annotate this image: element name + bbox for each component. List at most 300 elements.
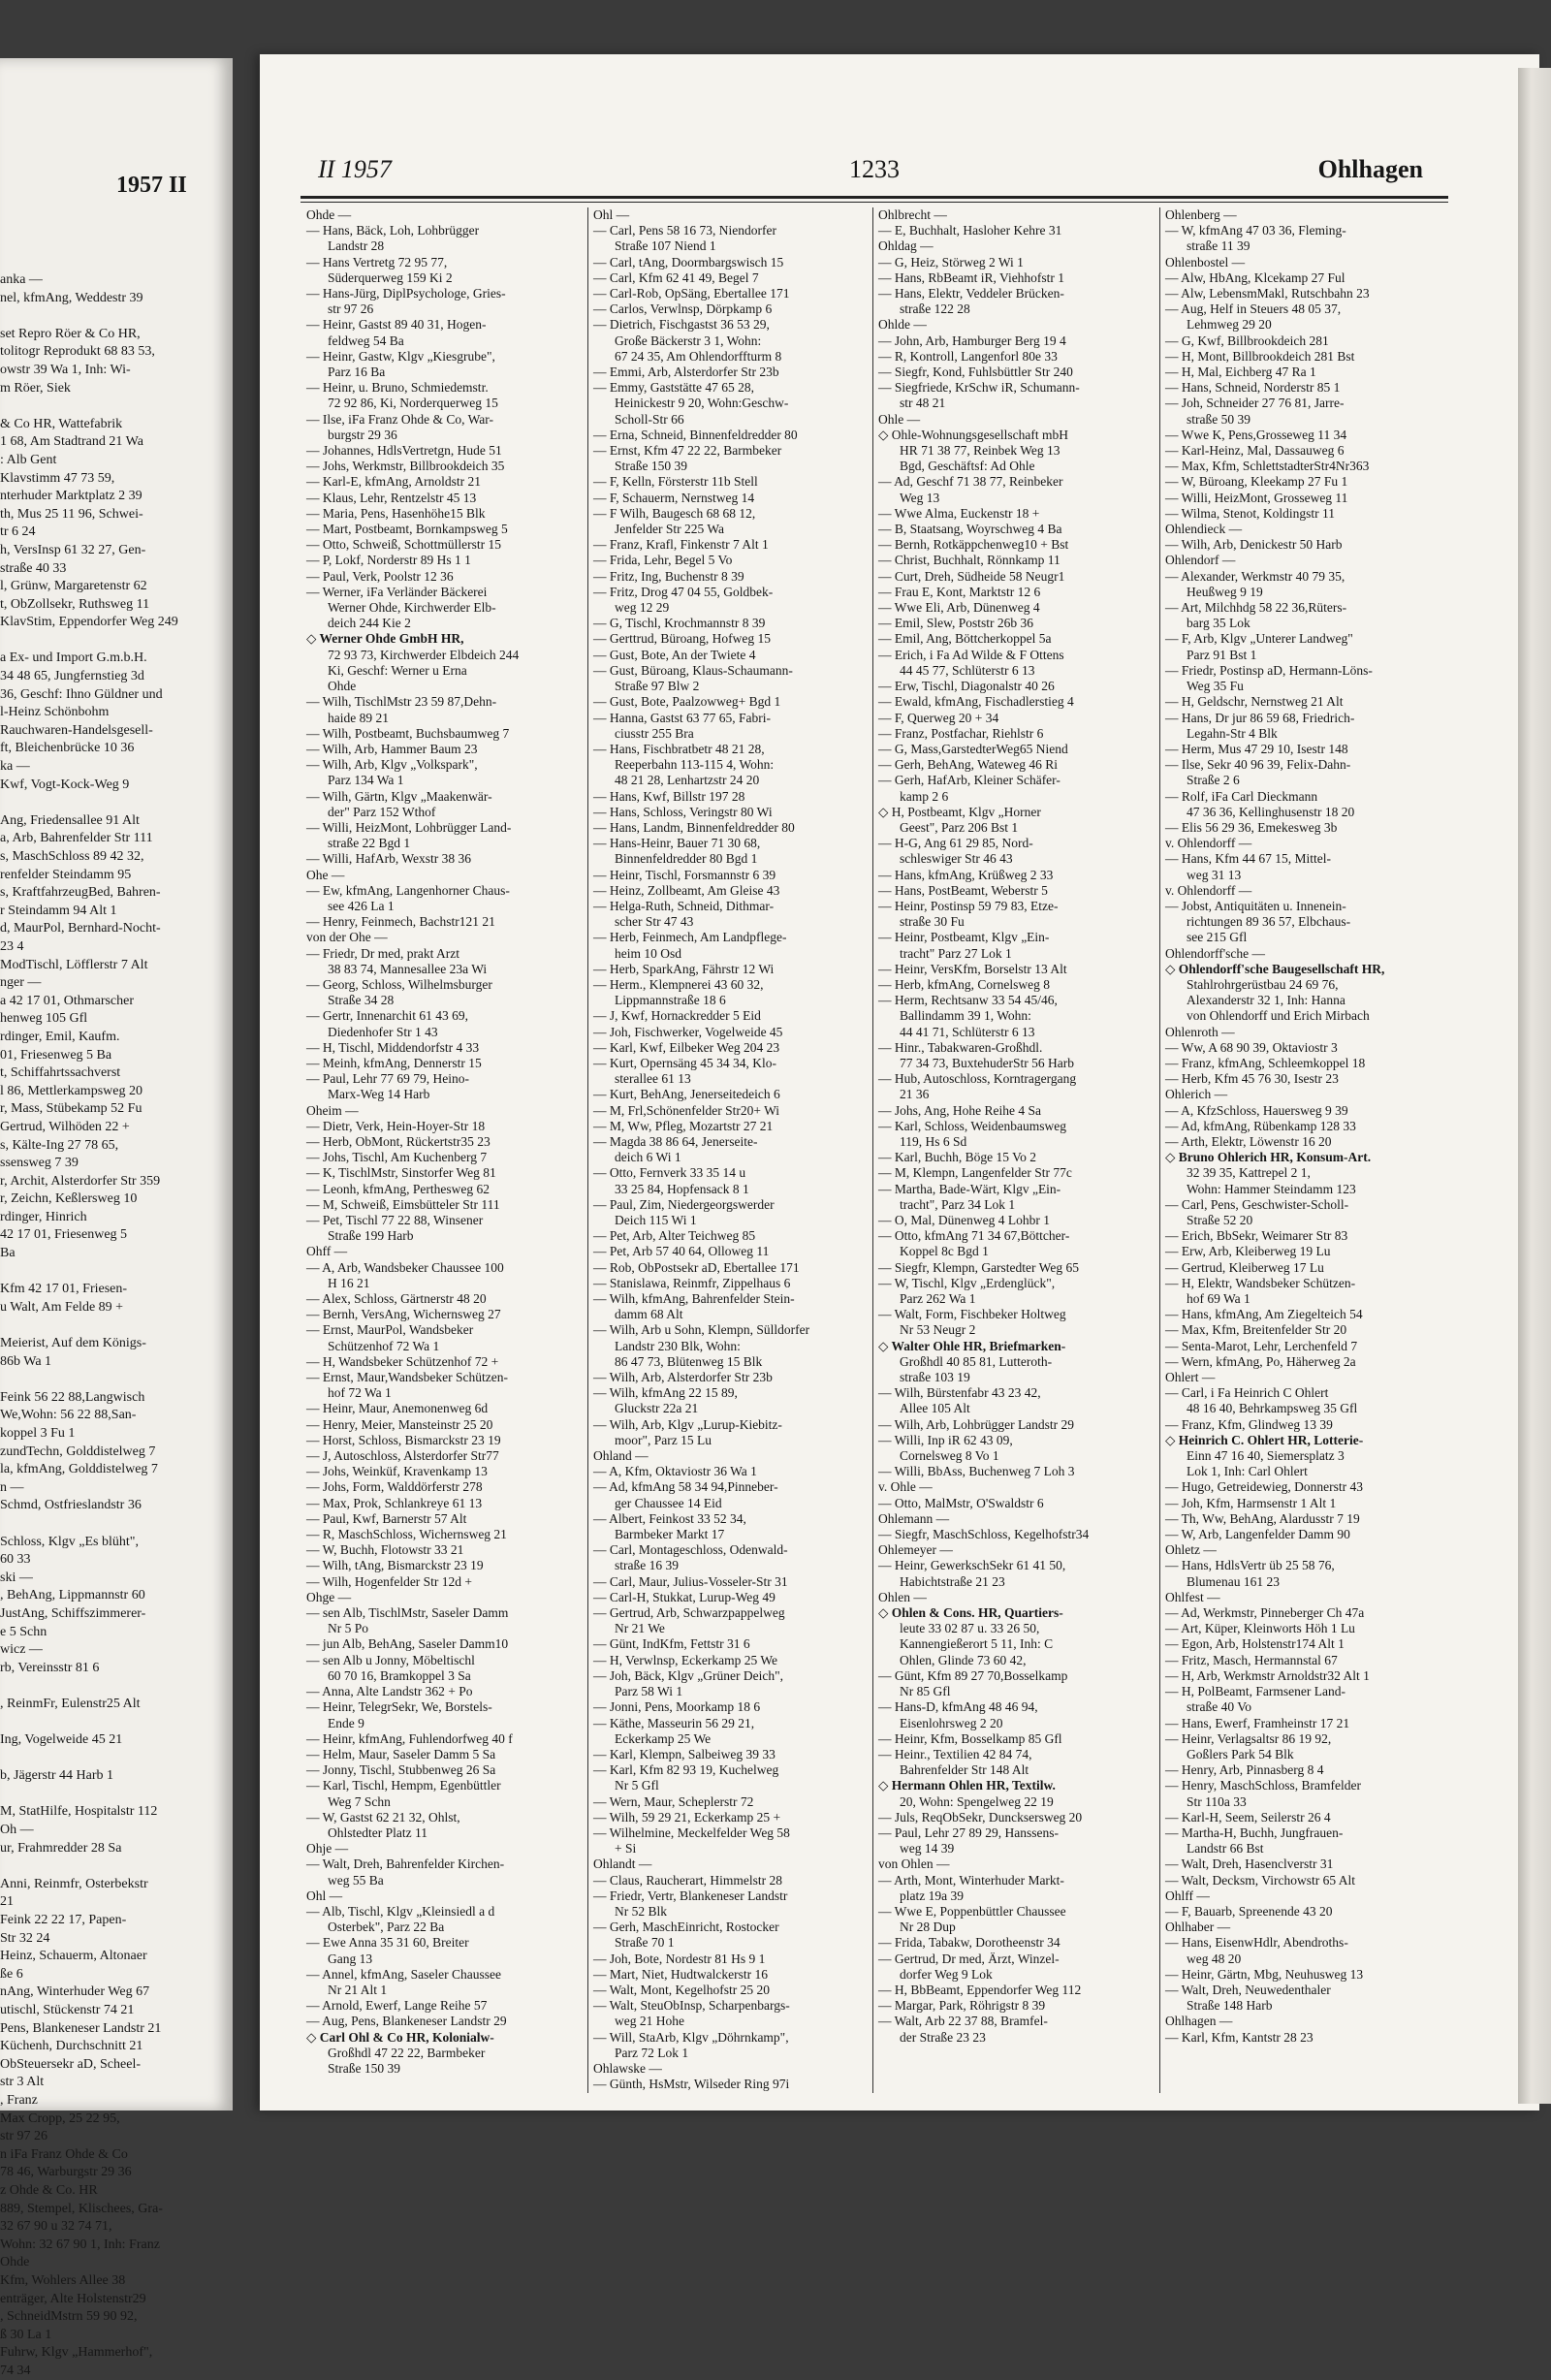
directory-entry: — Hans Vertretg 72 95 77, [306, 254, 448, 270]
surname-heading: Bgd, Geschäftsf: Ad Ohle [900, 459, 1035, 474]
directory-entry: — Karl, Tischl, Hempm, Egenbüttler [306, 1778, 501, 1793]
directory-entry: — Johs, Tischl, Am Kuchenberg 7 [306, 1150, 488, 1165]
left-page-column [0, 271, 225, 2380]
directory-entry: — Gertr, Innenarchit 61 43 69, [306, 1008, 469, 1024]
surname-heading: Straße 148 Harb [1187, 1998, 1273, 2014]
surname-heading: Stahlrohrgerüstbau 24 69 76, [1187, 976, 1339, 992]
directory-entry: — Jobst, Antiquitäten u. Innenein- [1165, 898, 1346, 913]
left-page-line: Max Cropp, 25 22 95, [0, 2110, 120, 2126]
surname-heading: 72 93 73, Kirchwerder Elbdeich 244 [328, 647, 520, 662]
left-page-line: 889, Stempel, Klischees, Gra- [0, 2201, 163, 2216]
left-page-line: 60 33 [0, 1552, 31, 1568]
surname-heading: 48 21 28, Lenhartzstr 24 20 [615, 773, 760, 788]
surname-heading: Ohldag — [878, 238, 934, 254]
left-page-line: r Steindamm 94 Alt 1 [0, 903, 117, 918]
left-page-line: Meierist, Auf dem Königs- [0, 1336, 146, 1351]
left-page-line [0, 1317, 225, 1335]
directory-entry: — H, Mont, Billbrookdeich 281 Bst [1165, 348, 1355, 364]
page-number: 1233 [849, 155, 900, 183]
surname-heading: Parz 134 Wa 1 [328, 773, 404, 788]
left-page-line: t, ObZollsekr, Ruthsweg 11 [0, 596, 150, 612]
directory-entry: — Hans, Kwf, Billstr 197 28 [593, 788, 745, 804]
directory-entry: — Pet, Tischl 77 22 88, Winsener [306, 1213, 484, 1227]
directory-entry: — jun Alb, BehAng, Saseler Damm10 [306, 1636, 509, 1652]
directory-entry: — G, Kwf, Billbrookdeich 281 [1165, 333, 1329, 348]
surname-heading: Ohlandt — [593, 1856, 652, 1872]
surname-heading: Nr 21 We [615, 1621, 665, 1636]
directory-entry: — M, Klempn, Langenfelder Str 77c [878, 1165, 1072, 1181]
directory-entry: — Ernst, MaurPol, Wandsbeker [306, 1322, 474, 1338]
surname-heading: Ohlenbostel — [1165, 254, 1246, 270]
directory-entry: — Willi, BbAss, Buchenweg 7 Loh 3 [878, 1464, 1075, 1479]
directory-entry: — Hans, EisenwHdlr, Abendroths- [1165, 1935, 1348, 1951]
directory-entry: — Gust, Bote, An der Twiete 4 [593, 647, 756, 662]
directory-entry: — H, Arb, Werkmstr Arnoldstr32 Alt 1 [1165, 1667, 1370, 1683]
surname-heading: Straße 150 39 [328, 2060, 400, 2076]
surname-heading: see 426 La 1 [328, 898, 395, 913]
left-page-line: z Ohde & Co. HR [0, 2182, 98, 2198]
directory-entry: — Paul, Kwf, Barnerstr 57 Alt [306, 1510, 467, 1526]
directory-entry: — Herm, Rechtsanw 33 54 45/46, [878, 993, 1058, 1008]
directory-entry: ◇ Werner Ohde GmbH HR, [306, 631, 464, 647]
directory-entry: — Wwe Alma, Euckenstr 18 + [878, 505, 1040, 521]
left-page-line: s, Kälte-Ing 27 78 65, [0, 1137, 119, 1153]
directory-entry: — Art, Küper, Kleinworts Höh 1 Lu [1165, 1621, 1355, 1636]
left-page-line [0, 307, 225, 326]
directory-entry: — Dietrich, Fischgastst 36 53 29, [593, 317, 770, 333]
directory-entry: — F Wilh, Baugesch 68 68 12, [593, 505, 756, 521]
surname-heading: der" Parz 152 Wthof [328, 804, 436, 819]
left-page-line: koppel 3 Fu 1 [0, 1426, 76, 1441]
directory-entry: — Herb, Feinmech, Am Landpflege- [593, 930, 787, 945]
left-page-line: 23 4 [0, 938, 24, 954]
left-page-line: l-Heinz Schönbohm [0, 705, 110, 720]
directory-entry: — Hans, PostBeamt, Weberstr 5 [878, 882, 1048, 898]
directory-entry: — Carl, Pens, Geschwister-Scholl- [1165, 1196, 1349, 1212]
surname-heading: 44 45 77, Schlüterstr 6 13 [900, 662, 1035, 678]
directory-entry: — G, Heiz, Störweg 2 Wi 1 [878, 254, 1024, 270]
directory-entry: — Albert, Feinkost 33 52 34, [593, 1510, 746, 1526]
directory-entry: — Alex, Schloss, Gärtnerstr 48 20 [306, 1291, 487, 1307]
surname-heading: Lok 1, Inh: Carl Ohlert [1187, 1464, 1308, 1479]
directory-entry: — Wilh, 59 29 21, Eckerkamp 25 + [593, 1809, 781, 1825]
directory-entry: ◇ Ohle-Wohnungsgesellschaft mbH [878, 427, 1069, 442]
directory-entry: — Arth, Mont, Winterhuder Markt- [878, 1872, 1064, 1888]
left-page-line: set Repro Röer & Co HR, [0, 326, 141, 341]
directory-entry: — Gerh, BehAng, Wateweg 46 Ri [878, 757, 1059, 773]
directory-entry: — K, TischlMstr, Sinstorfer Weg 81 [306, 1165, 496, 1181]
directory-entry: — Carl-H, Stukkat, Lurup-Weg 49 [593, 1589, 776, 1604]
directory-entry: — Ernst, Kfm 47 22 22, Barmbeker [593, 443, 782, 459]
surname-heading: 72 92 86, Ki, Norderquerweg 15 [328, 396, 498, 411]
left-page-line: rdinger, Emil, Kaufm. [0, 1029, 120, 1044]
directory-entry: — Bernh, Rotkäppchenweg10 + Bst [878, 537, 1069, 553]
surname-heading: Parz 262 Wa 1 [900, 1291, 976, 1307]
directory-entry: — Joh, Bäck, Klgv „Grüner Deich", [593, 1667, 783, 1683]
directory-entry: — Heinr, Postbeamt, Klgv „Ein- [878, 930, 1050, 945]
directory-entry: — Johs, Werkmstr, Billbrookdeich 35 [306, 459, 505, 474]
directory-entry: — W, Gastst 62 21 32, Ohlst, [306, 1809, 460, 1825]
surname-heading: Ohlawske — [593, 2060, 662, 2076]
directory-entry: — Fritz, Masch, Hermannstal 67 [1165, 1652, 1338, 1667]
directory-entry: — Mart, Niet, Hudtwalckerstr 16 [593, 1966, 768, 1982]
left-page-line: 74 34 [0, 2363, 31, 2378]
left-page-line: ka — [0, 759, 30, 775]
surname-heading: Lehmweg 29 20 [1187, 317, 1272, 333]
surname-heading: weg 21 Hohe [615, 2014, 684, 2029]
directory-entry: — Gerh, MaschEinricht, Rostocker [593, 1920, 779, 1935]
directory-entry: — Hans, Schloss, Veringstr 80 Wi [593, 804, 773, 819]
directory-entry: — H, Verwlnsp, Eckerkamp 25 We [593, 1652, 778, 1667]
surname-heading: Straße 107 Niend 1 [615, 238, 716, 254]
directory-entry: — Werner, iFa Verländer Bäckerei [306, 584, 488, 599]
directory-entry: — H, BbBeamt, Eppendorfer Weg 112 [878, 1982, 1082, 1997]
directory-entry: — Alexander, Werkmstr 40 79 35, [1165, 568, 1345, 584]
directory-entry: — Gerh, HafArb, Kleiner Schäfer- [878, 773, 1060, 788]
surname-heading: Ohlstedter Platz 11 [328, 1825, 427, 1840]
directory-entry: — Heinr, VersKfm, Borselstr 13 Alt [878, 961, 1067, 976]
directory-entry: — Franz, Postfachar, Riehlstr 6 [878, 725, 1044, 741]
left-page-line: Kfm, Wohlers Allee 38 [0, 2272, 126, 2288]
directory-entry: — Karl, Kfm 82 93 19, Kuchelweg [593, 1762, 779, 1778]
left-page-line: la, kfmAng, Golddistelweg 7 [0, 1462, 158, 1477]
directory-entry: — Erich, i Fa Ad Wilde & F Ottens [878, 647, 1064, 662]
directory-entry: — Helga-Ruth, Schneid, Dithmar- [593, 898, 775, 913]
directory-entry: — Emmy, Gaststätte 47 65 28, [593, 380, 754, 396]
surname-heading: Ohlhaber — [1165, 1920, 1231, 1935]
surname-heading: Marx-Weg 14 Harb [328, 1087, 430, 1102]
directory-entry: — Senta-Marot, Lehr, Lerchenfeld 7 [1165, 1338, 1358, 1353]
left-page-line: ft, Bleichenbrücke 10 36 [0, 741, 135, 756]
surname-heading: Kannengießerort 5 11, Inh: C [900, 1636, 1054, 1652]
directory-entry: — Meinh, kfmAng, Dennerstr 15 [306, 1055, 482, 1070]
left-page-line [0, 632, 225, 651]
left-page-line: 21 [0, 1894, 14, 1910]
directory-entry: — Wwe E, Poppenbüttler Chaussee [878, 1903, 1066, 1919]
directory-entry: — Wwe Eli, Arb, Dünenweg 4 [878, 600, 1040, 616]
surname-heading: Straße 34 28 [328, 993, 395, 1008]
left-page-line: Feink 22 22 17, Papen- [0, 1913, 127, 1928]
surname-heading: Ohle — [878, 411, 921, 427]
directory-entry: — John, Arb, Hamburger Berg 19 4 [878, 333, 1066, 348]
left-page-line: r, Archit, Alsterdorfer Str 359 [0, 1173, 161, 1189]
left-page-line: s, MaschSchloss 89 42 32, [0, 849, 144, 864]
surname-heading: Ohlemeyer — [878, 1542, 953, 1558]
surname-heading: Ohlemann — [878, 1510, 950, 1526]
directory-entry: — H, PolBeamt, Farmsener Land- [1165, 1684, 1345, 1699]
surname-heading: see 215 Gfl [1187, 930, 1248, 945]
directory-entry: — Gust, Büroang, Klaus-Schaumann- [593, 662, 793, 678]
directory-entry: — Franz, Kfm, Glindweg 13 39 [1165, 1416, 1333, 1432]
surname-heading: Oheim — [306, 1102, 359, 1118]
surname-heading: Straße 2 6 [1187, 773, 1240, 788]
left-page-line: nAng, Winterhuder Weg 67 [0, 1984, 150, 2000]
directory-entry: — Rob, ObPostsekr aD, Ebertallee 171 [593, 1259, 800, 1275]
left-page-line: Wohn: 32 67 90 1, Inh: Franz [0, 2237, 160, 2252]
directory-entry: — Willi, Inp iR 62 43 09, [878, 1432, 1013, 1447]
directory-entry: — Pet, Arb, Alter Teichweg 85 [593, 1228, 756, 1244]
directory-entry: — Henry, Feinmech, Bachstr121 21 [306, 914, 495, 930]
surname-heading: Ohge — [306, 1589, 352, 1604]
surname-heading: Barmbeker Markt 17 [615, 1527, 725, 1542]
left-page-line: t, Schiffahrtssachverst [0, 1065, 121, 1081]
directory-entry: — Franz, Krafl, Finkenstr 7 Alt 1 [593, 537, 769, 553]
surname-heading: Ohlendieck — [1165, 522, 1243, 537]
left-page-line [0, 1750, 225, 1768]
directory-entry: ◇ Heinrich C. Ohlert HR, Lotterie- [1165, 1432, 1364, 1447]
directory-column-2 [593, 207, 867, 2093]
directory-entry: — Georg, Schloss, Wilhelmsburger [306, 976, 492, 992]
directory-entry: — Frau E, Kont, Marktstr 12 6 [878, 584, 1041, 599]
directory-entry: — Otto, Fernverk 33 35 14 u [593, 1165, 746, 1181]
column-divider [587, 207, 588, 2093]
directory-entry: — Ernst, Maur,Wandsbeker Schützen- [306, 1370, 508, 1385]
surname-heading: richtungen 89 36 57, Elbchaus- [1187, 914, 1351, 930]
left-page-line: anka — [0, 272, 43, 287]
surname-heading: H 16 21 [328, 1275, 370, 1290]
directory-entry: — Carlos, Verwlnsp, Dörpkamp 6 [593, 301, 773, 317]
surname-heading: Eisenlohrsweg 2 20 [900, 1715, 1003, 1730]
surname-heading: tracht" Parz 27 Lok 1 [900, 945, 1012, 961]
directory-entry: — Henry, Arb, Pinnasberg 8 4 [1165, 1762, 1324, 1778]
directory-entry: — Heinr, Gastw, Klgv „Kiesgrube", [306, 348, 495, 364]
directory-entry: — Ad, kfmAng, Rübenkamp 128 33 [1165, 1118, 1356, 1133]
column-divider [1159, 207, 1160, 2093]
directory-entry: — Elis 56 29 36, Emekesweg 3b [1165, 819, 1338, 835]
directory-entry: — Heinr, GewerkschSekr 61 41 50, [878, 1558, 1066, 1573]
surname-heading: barg 35 Lok [1187, 616, 1250, 631]
directory-entry: — Joh, Kfm, Harmsenstr 1 Alt 1 [1165, 1495, 1337, 1510]
directory-entry: — J, Kwf, Hornackredder 5 Eid [593, 1008, 761, 1024]
left-page-line: l, Grünw, Margaretenstr 62 [0, 579, 147, 594]
directory-entry: — Wilh, TischlMstr 23 59 87,Dehn- [306, 694, 497, 710]
directory-entry: — Walt, Decksm, Virchowstr 65 Alt [1165, 1872, 1355, 1888]
surname-heading: Ohlde — [878, 317, 927, 333]
directory-entry: — Käthe, Masseurin 56 29 21, [593, 1715, 755, 1730]
left-page-line: Heinz, Schauerm, Altonaer [0, 1949, 147, 1964]
directory-entry: — Alb, Tischl, Klgv „Kleinsiedl a d [306, 1903, 495, 1919]
surname-heading: Nr 52 Blk [615, 1903, 667, 1919]
left-page-line: a 42 17 01, Othmarscher [0, 993, 135, 1008]
left-page-line: nel, kfmAng, Weddestr 39 [0, 290, 143, 305]
directory-entry: — Fritz, Ing, Buchenstr 8 39 [593, 568, 744, 584]
directory-entry: — Johs, Ang, Hohe Reihe 4 Sa [878, 1102, 1041, 1118]
directory-entry: — Aug, Pens, Blankeneser Landstr 29 [306, 2014, 507, 2029]
directory-entry: — Kurt, Opernsäng 45 34 34, Klo- [593, 1055, 776, 1070]
directory-entry: — Carl-Rob, OpSäng, Ebertallee 171 [593, 286, 790, 301]
surname-heading: der Straße 23 23 [900, 2029, 986, 2045]
surname-heading: straße 122 28 [900, 301, 970, 317]
directory-entry: — Anna, Alte Landstr 362 + Po [306, 1684, 473, 1699]
left-page-line [0, 397, 225, 416]
left-page-line: 42 17 01, Friesenweg 5 [0, 1227, 128, 1243]
directory-entry: — Wilh, Hogenfelder Str 12d + [306, 1573, 473, 1589]
left-page-line: Fuhrw, Klgv „Hammerhof", [0, 2345, 153, 2361]
directory-entry: — Erw, Arb, Kleiberweg 19 Lu [1165, 1244, 1331, 1259]
directory-entry: — W, kfmAng 47 03 36, Fleming- [1165, 223, 1346, 238]
surname-heading: Allee 105 Alt [900, 1401, 970, 1416]
left-page-line: renfelder Steindamm 95 [0, 867, 132, 882]
directory-entry: — Wilh, Gärtn, Klgv „Maakenwär- [306, 788, 492, 804]
directory-entry: — F, Querweg 20 + 34 [878, 710, 999, 725]
surname-heading: str 97 26 [328, 301, 374, 317]
directory-entry: — Karl, Klempn, Salbeiweg 39 33 [593, 1746, 776, 1761]
surname-heading: Ohlert — [1165, 1370, 1216, 1385]
left-page-line: nger — [0, 975, 42, 991]
directory-entry: — Joh, Fischwerker, Vogelweide 45 [593, 1024, 783, 1039]
surname-heading: Diedenhofer Str 1 43 [328, 1024, 438, 1039]
surname-heading: feldweg 54 Ba [328, 333, 404, 348]
directory-entry: — Hans, Bäck, Loh, Lohbrügger [306, 223, 480, 238]
left-page-line: 36, Geschf: Ihno Güldner und [0, 686, 163, 702]
surname-heading: 38 83 74, Mannesallee 23a Wi [328, 961, 488, 976]
directory-entry: — Walt, Form, Fischbeker Holtweg [878, 1307, 1066, 1322]
surname-heading: 67 24 35, Am Ohlendorffturm 8 [615, 348, 782, 364]
directory-entry: — Horst, Schloss, Bismarckstr 23 19 [306, 1432, 501, 1447]
left-page-line: ße 6 [0, 1966, 23, 1982]
left-page [0, 58, 233, 2378]
directory-entry: — H, Mal, Eichberg 47 Ra 1 [1165, 365, 1316, 380]
header-running-title: Ohlhagen [1317, 155, 1423, 183]
surname-heading: Weg 13 [900, 490, 940, 505]
surname-heading: Großhdl 40 85 81, Lutteroth- [900, 1353, 1053, 1369]
directory-entry: — Wilh, Arb u Sohn, Klempn, Sülldorfer [593, 1322, 810, 1338]
surname-heading: haide 89 21 [328, 710, 389, 725]
surname-heading: 119, Hs 6 Sd [900, 1133, 967, 1149]
surname-heading: Bahrenfelder Str 148 Alt [900, 1762, 1029, 1778]
directory-entry: — Fritz, Drog 47 04 55, Goldbek- [593, 584, 774, 599]
left-page-line: & Co HR, Wattefabrik [0, 416, 123, 431]
directory-entry: — Hans-Heinr, Bauer 71 30 68, [593, 836, 761, 851]
left-page-line [0, 1263, 225, 1282]
surname-heading: + Si [615, 1841, 637, 1856]
left-page-line: 78 46, Warburgstr 29 36 [0, 2165, 132, 2180]
directory-entry: — Wilh, kfmAng 22 15 89, [593, 1385, 738, 1401]
surname-heading: Eckerkamp 25 We [615, 1730, 712, 1746]
directory-entry: — Walt, Arb 22 37 88, Bramfel- [878, 2014, 1048, 2029]
directory-entry: — R, MaschSchloss, Wichernsweg 21 [306, 1527, 507, 1542]
directory-entry: ◇ Ohlendorff'sche Baugesellschaft HR, [1165, 961, 1385, 976]
left-page-line: s, KraftfahrzeugBed, Bahren- [0, 885, 161, 901]
surname-heading: Ohje — [306, 1841, 349, 1856]
surname-heading: deich 6 Wi 1 [615, 1150, 681, 1165]
directory-entry: — Heinr, kfmAng, Fuhlendorfweg 40 f [306, 1730, 513, 1746]
directory-entry: — P, Lokf, Norderstr 89 Hs 1 1 [306, 553, 471, 568]
directory-entry: — Hans, Dr jur 86 59 68, Friedrich- [1165, 710, 1355, 725]
directory-entry: — Erw, Tischl, Diagonalstr 40 26 [878, 679, 1055, 694]
surname-heading: leute 33 02 87 u. 33 26 50, [900, 1621, 1040, 1636]
page-edge-strip [1518, 68, 1551, 2104]
left-page-line: Pens, Blankeneser Landstr 21 [0, 2020, 162, 2036]
surname-heading: Ende 9 [328, 1715, 364, 1730]
left-page-line: , SchneidMstrn 59 90 92, [0, 2309, 138, 2325]
directory-entry: — Th, Ww, BehAng, Alardusstr 7 19 [1165, 1510, 1360, 1526]
left-page-line: n iFa Franz Ohde & Co [0, 2146, 128, 2162]
directory-entry: — Alw, LebensmMakl, Rutschbahn 23 [1165, 286, 1370, 301]
surname-heading: Binnenfeldredder 80 Bgd 1 [615, 851, 758, 867]
directory-entry: — Wilh, kfmAng, Bahrenfelder Stein- [593, 1291, 795, 1307]
left-page-line: str 97 26 [0, 2129, 47, 2144]
left-page-line: Anni, Reinmfr, Osterbekstr [0, 1876, 148, 1891]
surname-heading: Scholl-Str 66 [615, 411, 684, 427]
directory-entry: — sen Alb u Jonny, Möbeltischl [306, 1652, 475, 1667]
left-page-line: 01, Friesenweg 5 Ba [0, 1047, 112, 1063]
header-section-year: II 1957 [318, 155, 392, 183]
surname-heading: v. Ohlendorff — [1165, 882, 1252, 898]
directory-entry: — Siegfr, Klempn, Garstedter Weg 65 [878, 1259, 1079, 1275]
surname-heading: 32 39 35, Kattrepel 2 1, [1187, 1165, 1311, 1181]
left-page-line: Feink 56 22 88,Langwisch [0, 1389, 145, 1405]
left-page-line: ModTischl, Löfflerstr 7 Alt [0, 957, 148, 972]
directory-entry: — Heinz, Zollbeamt, Am Gleise 43 [593, 882, 780, 898]
directory-entry: — Hans, Schneid, Norderstr 85 1 [1165, 380, 1341, 396]
surname-heading: burgstr 29 36 [328, 427, 397, 442]
left-page-line: Gertrud, Wilhöden 22 + [0, 1119, 130, 1134]
surname-heading: 21 36 [900, 1087, 930, 1102]
directory-entry: — Walt, Dreh, Neuwedenthaler [1165, 1982, 1331, 1997]
directory-entry: — Maria, Pens, Hasenhöhe15 Blk [306, 505, 486, 521]
surname-heading: weg 48 20 [1187, 1951, 1242, 1966]
left-page-line: Schloss, Klgv „Es blüht", [0, 1534, 139, 1549]
directory-entry: — Mart, Postbeamt, Bornkampsweg 5 [306, 522, 508, 537]
left-page-line: Kwf, Vogt-Kock-Weg 9 [0, 777, 130, 792]
left-page-line: b, Jägerstr 44 Harb 1 [0, 1768, 114, 1784]
surname-heading: straße 50 39 [1187, 411, 1250, 427]
directory-entry: ◇ Hermann Ohlen HR, Textilw. [878, 1778, 1056, 1793]
directory-entry: — Carl, i Fa Heinrich C Ohlert [1165, 1385, 1329, 1401]
directory-entry: — Joh, Bote, Nordestr 81 Hs 9 1 [593, 1951, 766, 1966]
left-page-line: a, Arb, Bahrenfelder Str 111 [0, 831, 153, 846]
directory-entry: — Gertrud, Dr med, Ärzt, Winzel- [878, 1951, 1060, 1966]
directory-entry: — Leonh, kfmAng, Perthesweg 62 [306, 1181, 490, 1196]
surname-heading: Ohl — [306, 1888, 343, 1903]
directory-entry: — Rolf, iFa Carl Dieckmann [1165, 788, 1318, 804]
left-page-line: Ing, Vogelweide 45 21 [0, 1732, 123, 1748]
directory-entry: — Klaus, Lehr, Rentzelstr 45 13 [306, 490, 477, 505]
left-page-line: h, VersInsp 61 32 27, Gen- [0, 542, 146, 557]
surname-heading: schleswiger Str 46 43 [900, 851, 1013, 867]
column-divider [872, 207, 873, 2093]
surname-heading: Blumenau 161 23 [1187, 1573, 1280, 1589]
directory-entry: — Wilh, Arb, Alsterdorfer Str 23b [593, 1370, 773, 1385]
directory-entry: — Günt, Kfm 89 27 70,Bosselkamp [878, 1667, 1068, 1683]
surname-heading: Str 110a 33 [1187, 1793, 1247, 1809]
surname-heading: straße 40 Vo [1187, 1699, 1251, 1715]
directory-entry: — Karl, Kwf, Eilbeker Weg 204 23 [593, 1039, 780, 1055]
surname-heading: Große Bäckerstr 3 1, Wohn: [615, 333, 762, 348]
directory-entry: — Walt, Mont, Kegelhofstr 25 20 [593, 1982, 771, 1997]
surname-heading: Straße 97 Blw 2 [615, 679, 700, 694]
surname-heading: Nr 21 Alt 1 [328, 1982, 388, 1997]
directory-entry: — Günt, IndKfm, Fettstr 31 6 [593, 1636, 750, 1652]
surname-heading: Weg 7 Schn [328, 1793, 391, 1809]
surname-heading: hof 72 Wa 1 [328, 1385, 392, 1401]
surname-heading: Ki, Geschf: Werner u Erna [328, 662, 467, 678]
left-page-line: d, MaurPol, Bernhard-Nocht- [0, 921, 161, 936]
directory-entry: — Jonny, Tischl, Stubbenweg 26 Sa [306, 1762, 496, 1778]
surname-heading: Alexanderstr 32 1, Inh: Hanna [1187, 993, 1345, 1008]
surname-heading: str 48 21 [900, 396, 946, 411]
surname-heading: Ohland — [593, 1448, 649, 1464]
directory-entry: — M, Ww, Pfleg, Mozartstr 27 21 [593, 1118, 774, 1133]
directory-entry: — Karl-H, Seem, Seilerstr 26 4 [1165, 1809, 1331, 1825]
surname-heading: Süderquerweg 159 Ki 2 [328, 270, 453, 285]
directory-entry: — Aug, Helf in Steuers 48 05 37, [1165, 301, 1342, 317]
directory-entry: — Wilma, Stenot, Koldingstr 11 [1165, 505, 1335, 521]
directory-entry: — F, Bauarb, Spreenende 43 20 [1165, 1903, 1333, 1919]
directory-entry: — Ewald, kfmAng, Fischadlerstieg 4 [878, 694, 1074, 710]
left-page-line: e 5 Schn [0, 1624, 47, 1639]
